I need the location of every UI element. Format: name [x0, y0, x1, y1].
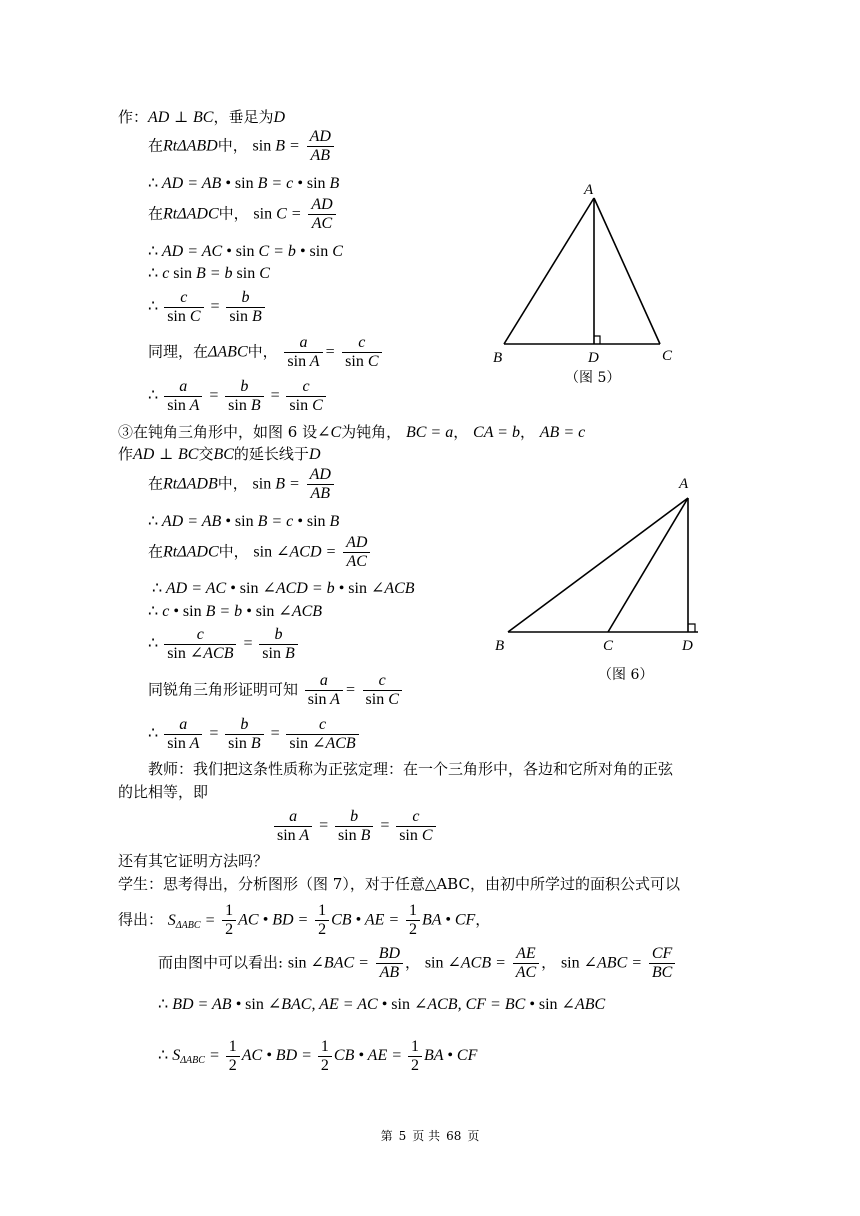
fraction: $\frac{a}{\text{sin A}}$ — [164, 378, 202, 415]
fraction: $\frac{b}{\text{sin B}}$ — [259, 626, 297, 663]
figure-5-acute-triangle — [490, 180, 690, 370]
fraction: $\frac{b}{\text{sin B}}$ — [226, 289, 264, 326]
vertex-label-d: D — [588, 350, 599, 366]
fraction: $\frac{1}{2}$ — [222, 902, 236, 939]
fraction: $\frac{1}{2}$ — [318, 1038, 332, 1075]
figure-6-caption: （图 6） — [598, 667, 654, 683]
fraction: $\frac{b}{\text{sin B}}$ — [225, 716, 263, 753]
teacher-paragraph: 教师：我们把这条性质称为正弦定理：在一个三角形中，各边和它所对角的正弦 — [148, 760, 674, 778]
figure-6-obtuse-triangle — [490, 470, 720, 655]
question-line: 还有其它证明方法吗？ — [118, 852, 269, 870]
line-sinACD-rtADC: 在RtΔADC中， sin ∠ACD = $\frac{AD}{AC}$ — [148, 534, 372, 571]
line-obtuse-heading: ③在钝角三角形中，如图 6 设∠C为钝角， BC = a， CA = b， AB = c — [118, 423, 586, 441]
line-c-over-sinC: ∴ $\frac{c}{\text{sin C}}$ = $\frac{b}{\text{sin B}}$ — [148, 289, 267, 326]
area-formula-line: 得出： $S_{\Delta ABC}$ = $\frac{1}{2}$ AC • BD = $\frac{1}{2}$ CB • AE = $\frac{1}{2}$ BA • CF， — [118, 902, 491, 938]
line-c-over-sinACB: ∴ $\frac{c}{\text{sin ∠ACB}}$ = $\frac{b}{\text{sin B}}$ — [148, 626, 300, 663]
fraction: $\frac{1}{2}$ — [406, 902, 420, 939]
student-paragraph: 学生：思考得出，分析图形（图 7），对于任意△ABC，由初中所学过的面积公式可以 — [118, 875, 680, 893]
fraction: $\frac{c}{\text{sin ∠ACB}}$ — [164, 626, 236, 663]
fraction: $\frac{1}{2}$ — [408, 1038, 422, 1075]
page-number: 5 — [398, 1129, 407, 1143]
vertex-label-c: C — [603, 638, 614, 654]
vertex-label-d: D — [682, 638, 693, 654]
fraction: $\frac{CF}{BC}$ — [649, 945, 675, 982]
fraction: $\frac{AD}{AC}$ — [343, 534, 370, 571]
line-ad-eq-csinB: ∴ AD = AB • sin B = c • sin B — [148, 175, 340, 192]
line-ad-eq-bsinC: ∴ AD = AC • sin C = b • sin C — [148, 243, 343, 260]
fraction: $\frac{AD}{AB}$ — [307, 466, 334, 503]
line-sinB-rtADB: 在RtΔADB中， sin B = $\frac{AD}{AB}$ — [148, 466, 336, 503]
fraction: $\frac{b}{\text{sin B}}$ — [335, 808, 373, 845]
law-of-sines-statement: $\frac{a}{\text{sin A}}$ = $\frac{b}{\text{sin B}}$ = $\frac{c}{\text{sin C}}$ — [272, 808, 438, 845]
line-sinB-rtABD: 在RtΔABD中， sin B = $\frac{AD}{AB}$ — [148, 128, 336, 165]
page-footer: 第 5 页 共 68 页 — [380, 1129, 480, 1143]
line-area-again: ∴ $S_{\Delta ABC}$ = $\frac{1}{2}$ AC • BD = $\frac{1}{2}$ CB • AE = $\frac{1}{2}$ BA • CF — [158, 1038, 478, 1074]
vertex-label-a: A — [679, 476, 689, 492]
fraction: $\frac{a}{\text{sin A}}$ — [305, 672, 343, 709]
line-csinB-eq-bsinACB: ∴ c • sin B = b • sin ∠ACB — [148, 603, 323, 620]
line-ad-eq-bsinACB: ∴ AD = AC • sin ∠ACD = b • sin ∠ACB — [152, 580, 415, 597]
fraction: $\frac{c}{\text{sin C}}$ — [164, 289, 203, 326]
line-law-of-sines-acute: ∴ $\frac{a}{\text{sin A}}$ = $\frac{b}{\text{sin B}}$ = $\frac{c}{\text{sin C}}$ — [148, 378, 328, 415]
fraction: $\frac{c}{\text{sin C}}$ — [342, 334, 381, 371]
vertex-label-b: B — [493, 350, 503, 366]
fraction: $\frac{c}{\text{sin C}}$ — [286, 378, 325, 415]
line-same-as-acute: 同锐角三角形证明可知 $\frac{a}{\text{sin A}}$ = $\frac{c}{\text{sin C}}$ — [148, 672, 404, 709]
fraction: $\frac{1}{2}$ — [226, 1038, 240, 1075]
fraction: $\frac{AD}{AC}$ — [308, 196, 335, 233]
page-total: 68 — [446, 1129, 462, 1143]
vertex-label-b: B — [495, 638, 505, 654]
line-csinB-eq-bsinC: ∴ c sin B = b sin C — [148, 265, 270, 282]
fraction: $\frac{a}{\text{sin A}}$ — [274, 808, 312, 845]
from-figure-line: 而由图中可以看出: sin ∠BAC = $\frac{BD}{AB}$ ， sin ∠ACB = $\frac{AE}{AC}$ ， sin ∠ABC = $\frac{CF}{BC}$ — [158, 945, 677, 982]
line-bd-ae-cf: ∴ BD = AB • sin ∠BAC, AE = AC • sin ∠ACB, CF = BC • sin ∠ABC — [158, 996, 606, 1013]
figure-5-caption: （图 5） — [565, 370, 621, 386]
line-obtuse-construct: 作AD ⊥ BC交BC的延长线于D — [118, 445, 321, 463]
vertex-label-c: C — [662, 348, 673, 364]
vertex-label-a: A — [584, 182, 594, 198]
line-sinC-rtADC: 在RtΔADC中， sin C = $\frac{AD}{AC}$ — [148, 196, 338, 233]
line-construct-ad: 作：AD ⊥ BC，垂足为D — [118, 108, 286, 126]
fraction: $\frac{BD}{AB}$ — [376, 945, 403, 982]
fraction: $\frac{a}{\text{sin A}}$ — [284, 334, 322, 371]
fraction: $\frac{b}{\text{sin B}}$ — [225, 378, 263, 415]
line-similarly-abc: 同理，在ΔABC中， $\frac{a}{\text{sin A}}$ = $\frac{c}{\text{sin C}}$ — [148, 334, 384, 371]
fraction: $\frac{c}{\text{sin ∠ACB}}$ — [286, 716, 358, 753]
fraction: $\frac{c}{\text{sin C}}$ — [363, 672, 402, 709]
fraction: $\frac{1}{2}$ — [315, 902, 329, 939]
fraction: $\frac{c}{\text{sin C}}$ — [396, 808, 435, 845]
line-law-of-sines-obtuse: ∴ $\frac{a}{\text{sin A}}$ = $\frac{b}{\text{sin B}}$ = $\frac{c}{\text{sin ∠ACB}}$ — [148, 716, 361, 753]
fraction: $\frac{AE}{AC}$ — [513, 945, 539, 982]
fraction: $\frac{AD}{AB}$ — [307, 128, 334, 165]
teacher-paragraph-cont: 的比相等，即 — [118, 783, 209, 801]
fraction: $\frac{a}{\text{sin A}}$ — [164, 716, 202, 753]
line-ad-eq-csinB-2: ∴ AD = AB • sin B = c • sin B — [148, 513, 340, 530]
